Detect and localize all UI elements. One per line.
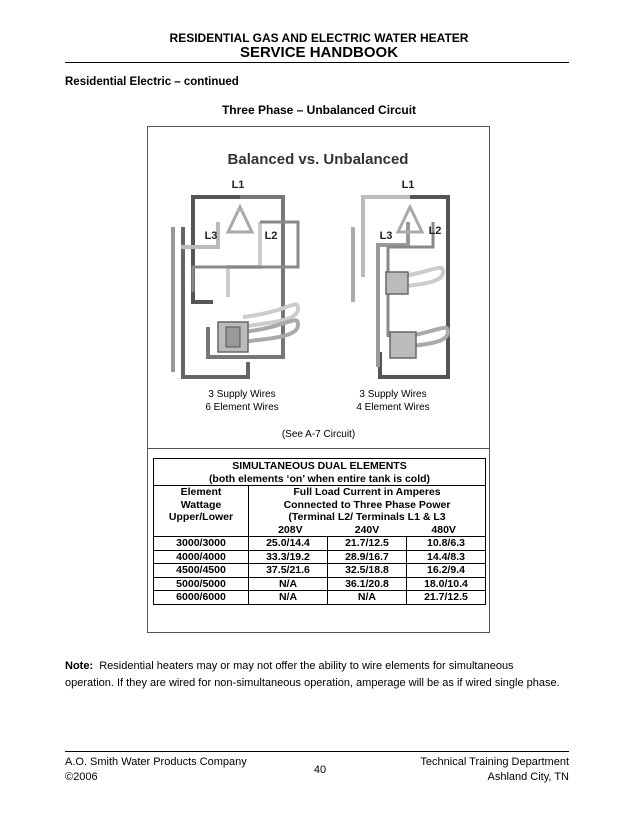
- header-line2: SERVICE HANDBOOK: [239, 44, 399, 61]
- cell-wattage: 4000/4000: [154, 550, 249, 564]
- cell-240v: 36.1/20.8: [327, 577, 406, 591]
- note-label: Note:: [65, 660, 94, 672]
- cell-240v: 32.5/18.8: [327, 564, 406, 578]
- footer-left: [65, 755, 247, 785]
- amperage-table: [153, 458, 486, 605]
- wiring-diagram: [148, 127, 489, 387]
- note-paragraph: [65, 658, 565, 692]
- table-title-row: [154, 459, 486, 486]
- unbalanced-circuit: [353, 197, 448, 377]
- figure-divider: [147, 448, 490, 449]
- col-header-current-line2: Connected to Three Phase Power: [283, 498, 451, 511]
- section-title: Residential Electric – continued: [65, 76, 239, 88]
- col-header-current-line1: Full Load Current in Amperes: [293, 486, 441, 498]
- diagram-title: Balanced vs. Unbalanced: [227, 151, 409, 168]
- footer-location: Ashland City, TN: [487, 771, 569, 783]
- cell-480v: 14.4/8.3: [406, 550, 485, 564]
- cell-240v: 28.9/16.7: [327, 550, 406, 564]
- table-header-row: [154, 486, 486, 537]
- voltage-header: [252, 524, 482, 537]
- right-label-l1: L1: [401, 179, 415, 191]
- table-title-line2: (both elements ‘on’ when entire tank is cold): [208, 472, 431, 485]
- cell-208v: 25.0/14.4: [249, 537, 328, 551]
- right-label-l2: L2: [428, 225, 442, 237]
- table-row: [154, 577, 486, 591]
- cell-208v: 33.3/19.2: [249, 550, 328, 564]
- table-title-line1: SIMULTANEOUS DUAL ELEMENTS: [232, 460, 407, 472]
- cell-wattage: 4500/4500: [154, 564, 249, 578]
- balanced-circuit: [173, 197, 298, 377]
- left-label-l1: L1: [231, 179, 245, 191]
- footer-copyright: ©2006: [65, 771, 98, 783]
- footer-company: A.O. Smith Water Products Company: [65, 756, 247, 768]
- cell-wattage: 5000/5000: [154, 577, 249, 591]
- left-caption: [162, 388, 322, 414]
- table-title: [154, 459, 486, 486]
- left-caption-line1: 3 Supply Wires: [208, 389, 276, 400]
- left-label-l2: L2: [264, 230, 278, 242]
- cell-208v: N/A: [249, 591, 328, 605]
- col-header-current: [249, 486, 486, 537]
- col-header-element-spacer: [157, 524, 245, 537]
- voltage-208: 208V: [278, 523, 303, 536]
- see-circuit-note: (See A-7 Circuit): [281, 429, 356, 440]
- cell-wattage: 3000/3000: [154, 537, 249, 551]
- footer-department: Technical Training Department: [420, 756, 569, 768]
- right-caption-line1: 3 Supply Wires: [359, 389, 427, 400]
- left-caption-line2: 6 Element Wires: [205, 402, 279, 413]
- cell-wattage: 6000/6000: [154, 591, 249, 605]
- header-rule: [65, 62, 569, 63]
- col-header-current-line3: (Terminal L2/ Terminals L1 & L3: [288, 511, 446, 523]
- cell-208v: N/A: [249, 577, 328, 591]
- right-caption-line2: 4 Element Wires: [356, 402, 430, 413]
- cell-480v: 18.0/10.4: [406, 577, 485, 591]
- table-row: [154, 537, 486, 551]
- col-header-element-line3: Upper/Lower: [168, 511, 234, 523]
- cell-208v: 37.5/21.6: [249, 564, 328, 578]
- voltage-480: 480V: [431, 523, 456, 536]
- table-row: [154, 564, 486, 578]
- cell-480v: 10.8/6.3: [406, 537, 485, 551]
- cell-240v: 21.7/12.5: [327, 537, 406, 551]
- right-label-l3: L3: [379, 230, 393, 242]
- col-header-element-line1: Element: [180, 486, 222, 498]
- footer-rule: [65, 751, 569, 752]
- page-number: 40: [313, 764, 327, 776]
- figure-title: Three Phase – Unbalanced Circuit: [221, 103, 417, 117]
- cell-240v: N/A: [327, 591, 406, 605]
- left-label-l3: L3: [204, 230, 218, 242]
- note-text: Residential heaters may or may not offer the ability to wire elements for simultaneous operation. If they are wired for non-simultaneous operation, amperage will be as if wired single phase.: [65, 660, 560, 689]
- cell-480v: 21.7/12.5: [406, 591, 485, 605]
- header-line1: RESIDENTIAL GAS AND ELECTRIC WATER HEATER: [169, 31, 469, 45]
- table-row: [154, 550, 486, 564]
- voltage-240: 240V: [354, 523, 380, 536]
- table-row: [154, 591, 486, 605]
- footer-right: [369, 755, 569, 785]
- right-caption: [313, 388, 473, 414]
- cell-480v: 16.2/9.4: [406, 564, 485, 578]
- col-header-element: [154, 486, 249, 537]
- col-header-element-line2: Wattage: [180, 498, 222, 511]
